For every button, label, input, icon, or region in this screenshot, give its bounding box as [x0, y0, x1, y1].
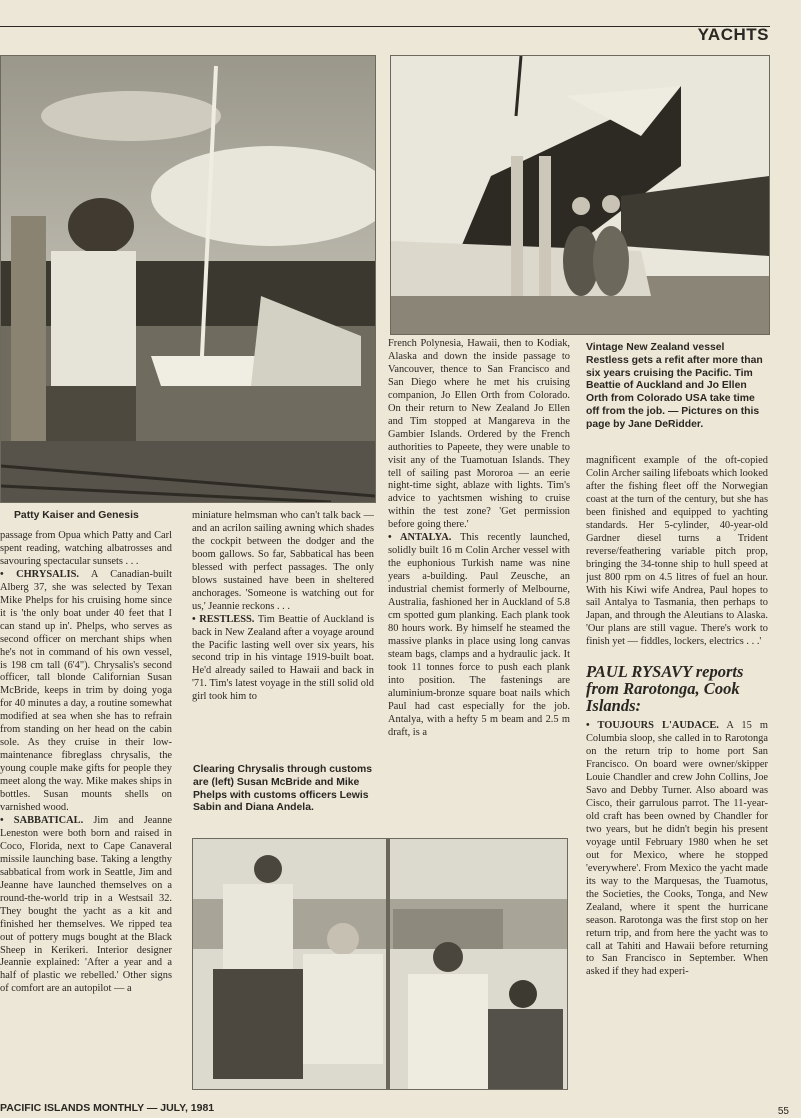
column-1 — [0, 530, 172, 1085]
col3-head-antalya: • ANTALYA. — [388, 532, 452, 544]
col2-head-restless: • RESTLESS. — [192, 613, 255, 625]
photo-patty-kaiser-genesis — [0, 55, 376, 503]
footer-publication: PACIFIC ISLANDS MONTHLY — JULY, 1981 — [0, 1102, 215, 1114]
photo-chrysalis-customs — [192, 838, 568, 1090]
photo-1-image — [1, 56, 375, 502]
column-4 — [586, 455, 768, 1095]
photo-3-image — [193, 839, 567, 1089]
photo-2-caption: Vintage New Zealand vessel Restless gets a refit after more than six years cruising the Pacific. Tim Beattie of Auckland and Jo Ellen Orth from Colorado USA take time off from the job. — Pictures on this page by Jane DeRidder. — [586, 342, 763, 430]
col4-para-1: magnificent example of the oft-copied Colin Archer sailing lifeboats which looked after the fishing fleet off the Norwegian coast at the turn of the century, but she has been finished and equipped to yachting standards. Her 5-cylinder, 40-year-old Gardner diesel turns a Trident reverse/feathering variable pitch prop, bringing the 34-tonne ship to hull speed at just 800 rpm on 4.5 litres of fuel an hour. With his Kiwi wife Andrea, Paul hopes to sail Antalya to Tasmania, then perhaps to Japan, and through the Aleutians to Alaska. 'Our plans are still vague. There's work to finish yet — fiddles, lockers, electrics . . .' — [586, 455, 768, 648]
col1-para-2: • CHRYSALIS. A Canadian-built Alberg 37, she was selected by Texan Mike Phelps for his cruising home since it is 'the only boat under 40 feet that I can stand up in'. Phelps, who serves as second officer on merchant ships when he's not in command of his own vessel, is 198 cm tall (6'4"). Chrysalis's second officer, tall blonde Californian Susan McBride, keeps in trim by doing yoga for 40 minutes a day, a routine somewhat modified at sea when she has to refrain from standing on her head on the cabin sole. As they cruise in their low-maintenance fibreglass chrysalis, the young couple make gifts for people they meet along the way. Mike makes ships in bottles. Susan mounts shells on varnished wood. — [0, 568, 172, 814]
col3-para-1: French Polynesia, Hawaii, then to Kodiak, Alaska and down the inside passage to Vancouver, thence to San Francisco and San Diego where he met his cruising companion, Jo Ellen Orth from Colorado. On their return to New Zealand Jo Ellen and Tim stopped at Mangareva in the Gambier Islands. Ordered by the French authorities to Papeete, they were unable to visit any of the Tuamotuan Islands. They tell of sailing past Mororoa — an eerie night-time sight, ablaze with lights. Tim's advice to yachtsmen wishing to cruise within the test zone? 'Get permission before going there.' — [388, 338, 570, 531]
column-2 — [192, 510, 374, 752]
col3-para-2: • ANTALYA. This recently launched, solidly built 16 m Colin Archer vessel with the euphonious Turkish name was nine years a-building. Paul Zeusche, an industrial chemist formerly of Melbourne, Australia, fashioned her in Auckland of 5.8 cm spotted gum planking. Each plank took 80 hours work. By himself he steamed the massive planks in place using long canvas steam bags, clamps and a hydraulic jack. It took 11 tonnes force to push each plank into position. The fastenings are aluminium-bronze square boat nails which Paul had cast especially for the job. Antalya, with a hefty 5 m beam and 2.5 m draft, is a — [388, 532, 570, 738]
photo-1-caption: Patty Kaiser and Genesis — [14, 510, 139, 521]
col2-para-1: miniature helmsman who can't talk back — and an acrilon sailing awning which shades the cockpit between the dodger and the boom gallows. So far, Sabbatical has been blessed with perfect passages. The only blows sustained have been in sheltered anchorages. 'Someone is watching out for us,' Jeannie reckons . . . — [192, 510, 374, 612]
column-3 — [388, 338, 570, 828]
col2-para-2: • RESTLESS. Tim Beattie of Auckland is back in New Zealand after a voyage around the Pacific lasting well over six years, his second trip in his vintage 1919-built boat. He'd already sailed to Hawaii and back in '71. Tim's latest voyage in the still solid old girl took him to — [192, 613, 374, 703]
photo-2-image — [391, 56, 769, 334]
photo-3-caption: Clearing Chrysalis through customs are (left) Susan McBride and Mike Phelps with customs officers Lewis Sabin and Diana Andela. — [193, 764, 372, 814]
section-title: YACHTS — [697, 25, 769, 44]
header-rule — [0, 26, 770, 27]
col1-head-sabbatical: • SABBATICAL. — [0, 814, 84, 826]
col1-para-3: • SABBATICAL. Jim and Jeanne Leneston were both born and raised in Coco, Florida, next to Cape Canaveral missile launching base. Taking a lengthy sabbatical from work in Seattle, Jim and Jeanne have launched themselves on a round-the-world trip in a Westsail 32. They bought the yacht as a kit and finished her themselves. We ripped tea out of pottery mugs bought at the Black Sheep in Kerikeri. Interior designer Jeannie explained: 'After a year and a half of plastic we rebelled.' Other signs of comfort are an autopilot — a — [0, 814, 172, 995]
col4-heading-rarotonga: PAUL RYSAVY reports from Rarotonga, Cook Islands: — [586, 662, 744, 716]
col1-para-1: passage from Opua which Patty and Carl spent reading, watching albatrosses and savouring spectacular sunsets . . . — [0, 530, 172, 567]
col1-head-chrysalis: • CHRYSALIS. — [0, 568, 79, 580]
photo-restless-refit — [390, 55, 770, 335]
page-number: 55 — [777, 1106, 789, 1117]
col4-head-toujours: • TOUJOURS L'AUDACE. — [586, 720, 719, 732]
col4-para-2: • TOUJOURS L'AUDACE. A 15 m Columbia sloop, she called in to Rarotonga on the return trip to home port San Francisco. On board were owner/skipper Louie Chandler and crew John Collins, Joe Savo and Debby Turner. Also aboard was Cisco, their garrulous parrot. The 11-year-old craft has been owned by Chandler for two years, but he didn't begin his present voyage until February 1980 when he set out for Mexico, where he stopped 'everywhere'. From Mexico the yacht made its way to the Marquesas, the Tuamotus, the Societies, the Cooks, Tonga, and New Zealand, where it spent the hurricane season. Rarotonga was the first stop on her return trip, and from here the yacht was to call at Tahiti and Hawaii before returning to San Francisco in September. When asked if they had experi- — [586, 720, 768, 978]
